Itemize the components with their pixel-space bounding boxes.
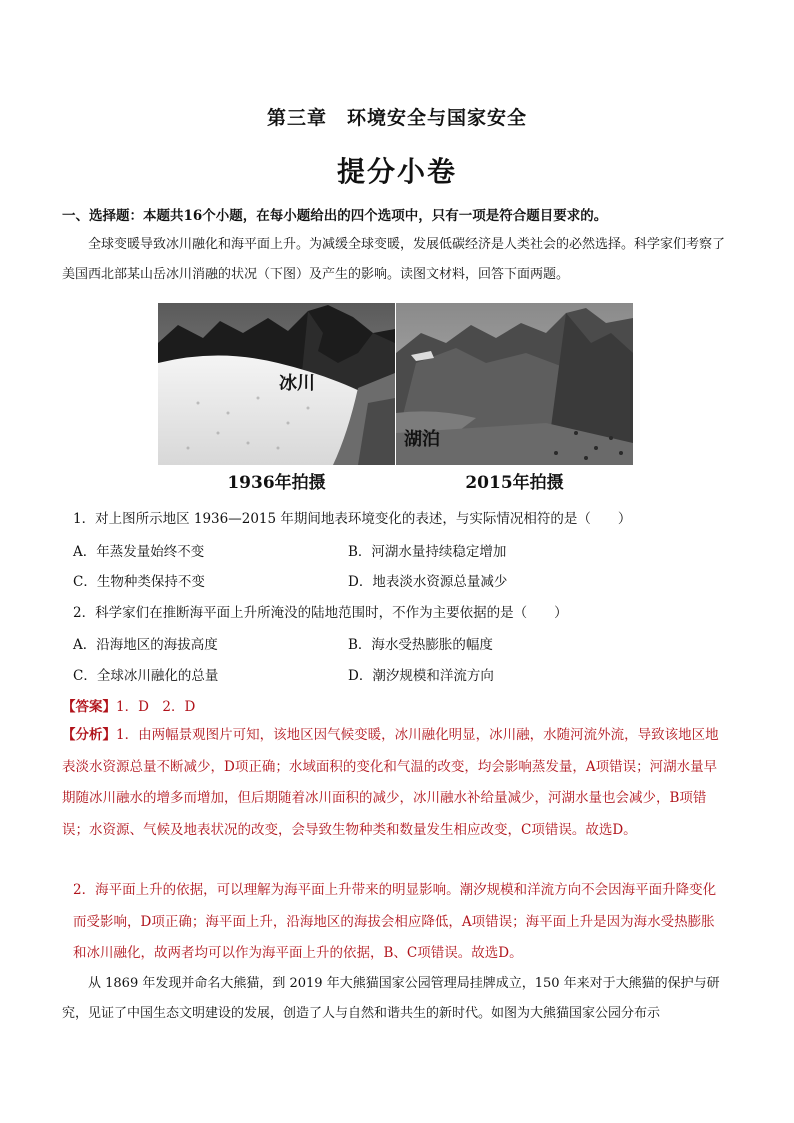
passage-intro-2: 从 1869 年发现并命名大熊猫，到 2019 年大熊猫国家公园管理局挂牌成立，150 年来对于大熊猫的保护与研究，见证了中国生态文明建设的发展，创造了人与自然和谐共生的新时代。如图为大熊猫国家公园分布示 bbox=[62, 976, 720, 1021]
answer-line bbox=[62, 695, 195, 715]
q1-option-c: C．生物种类保持不变 bbox=[73, 574, 205, 590]
glacier-label: 冰川 bbox=[279, 373, 315, 394]
q2-option-c: C．全球冰川融化的总量 bbox=[73, 668, 219, 684]
q2-option-a: A．沿海地区的海拔高度 bbox=[73, 637, 218, 653]
q2-option-b: B．海水受热膨胀的幅度 bbox=[348, 637, 493, 653]
photo-2015 bbox=[396, 303, 633, 465]
caption-2015: 2015年拍摄 bbox=[465, 473, 564, 493]
q2-option-d: D．潮汐规模和洋流方向 bbox=[348, 668, 494, 684]
section-heading: 一、选择题：本题共16个小题，在每小题给出的四个选项中，只有一项是符合题目要求的。 bbox=[62, 208, 608, 224]
caption-1936: 1936年拍摄 bbox=[227, 473, 326, 493]
answer-label: 【答案】 bbox=[62, 699, 116, 715]
analysis-text-1: 1．由两幅景观图片可知，该地区因气候变暖，冰川融化明显，冰川融，水随河流外流，导致该地区地表淡水资源总量不断减少，D项正确；水域面积的变化和气温的改变，均会影响蒸发量，A项错误；河湖水量早期随冰川融水的增多而增加，但后期随着冰川面积的减少，冰川融水补给量减少，河湖水量也会减少，B项错误；水资源、气候及地表状况的改变，会导致生物种类和数量发生相应改变，C项错误。故选D。 bbox=[62, 727, 719, 838]
analysis-paragraph-1 bbox=[62, 720, 724, 846]
q1-option-a: A．年蒸发量始终不变 bbox=[73, 544, 205, 560]
paper-subtitle: 提分小卷 bbox=[336, 155, 457, 188]
photo-1936 bbox=[158, 303, 395, 465]
question-1-stem: 1．对上图所示地区 1936—2015 年期间地表环境变化的表述，与实际情况相符的是（ ） bbox=[73, 511, 632, 527]
chapter-title: 第三章 环境安全与国家安全 bbox=[266, 107, 527, 129]
passage-intro: 全球变暖导致冰川融化和海平面上升。为减缓全球变暖，发展低碳经济是人类社会的必然选择。科学家们考察了美国西北部某山岳冰川消融的状况（下图）及产生的影响。读图文材料，回答下面两题。 bbox=[62, 237, 726, 282]
question-2-stem: 2．科学家们在推断海平面上升所淹没的陆地范围时，不作为主要依据的是（ ） bbox=[73, 605, 568, 621]
q1-option-d: D．地表淡水资源总量减少 bbox=[348, 574, 508, 590]
q1-option-b: B．河湖水量持续稳定增加 bbox=[348, 544, 507, 560]
analysis-paragraph-2: 2．海平面上升的依据，可以理解为海平面上升带来的明显影响。潮汐规模和洋流方向不会因海平面升降变化而受影响，D项正确；海平面上升，沿海地区的海拔会相应降低，A项错误；海平面上升是因为海水受热膨胀和冰川融化，故两者均可以作为海平面上升的依据，B、C项错误。故选D。 bbox=[73, 882, 717, 961]
analysis-label: 【分析】 bbox=[62, 727, 116, 743]
answer-text: 1．D 2．D bbox=[116, 699, 196, 715]
lake-label: 湖泊 bbox=[404, 429, 440, 450]
glacier-photo-figure bbox=[158, 303, 634, 493]
